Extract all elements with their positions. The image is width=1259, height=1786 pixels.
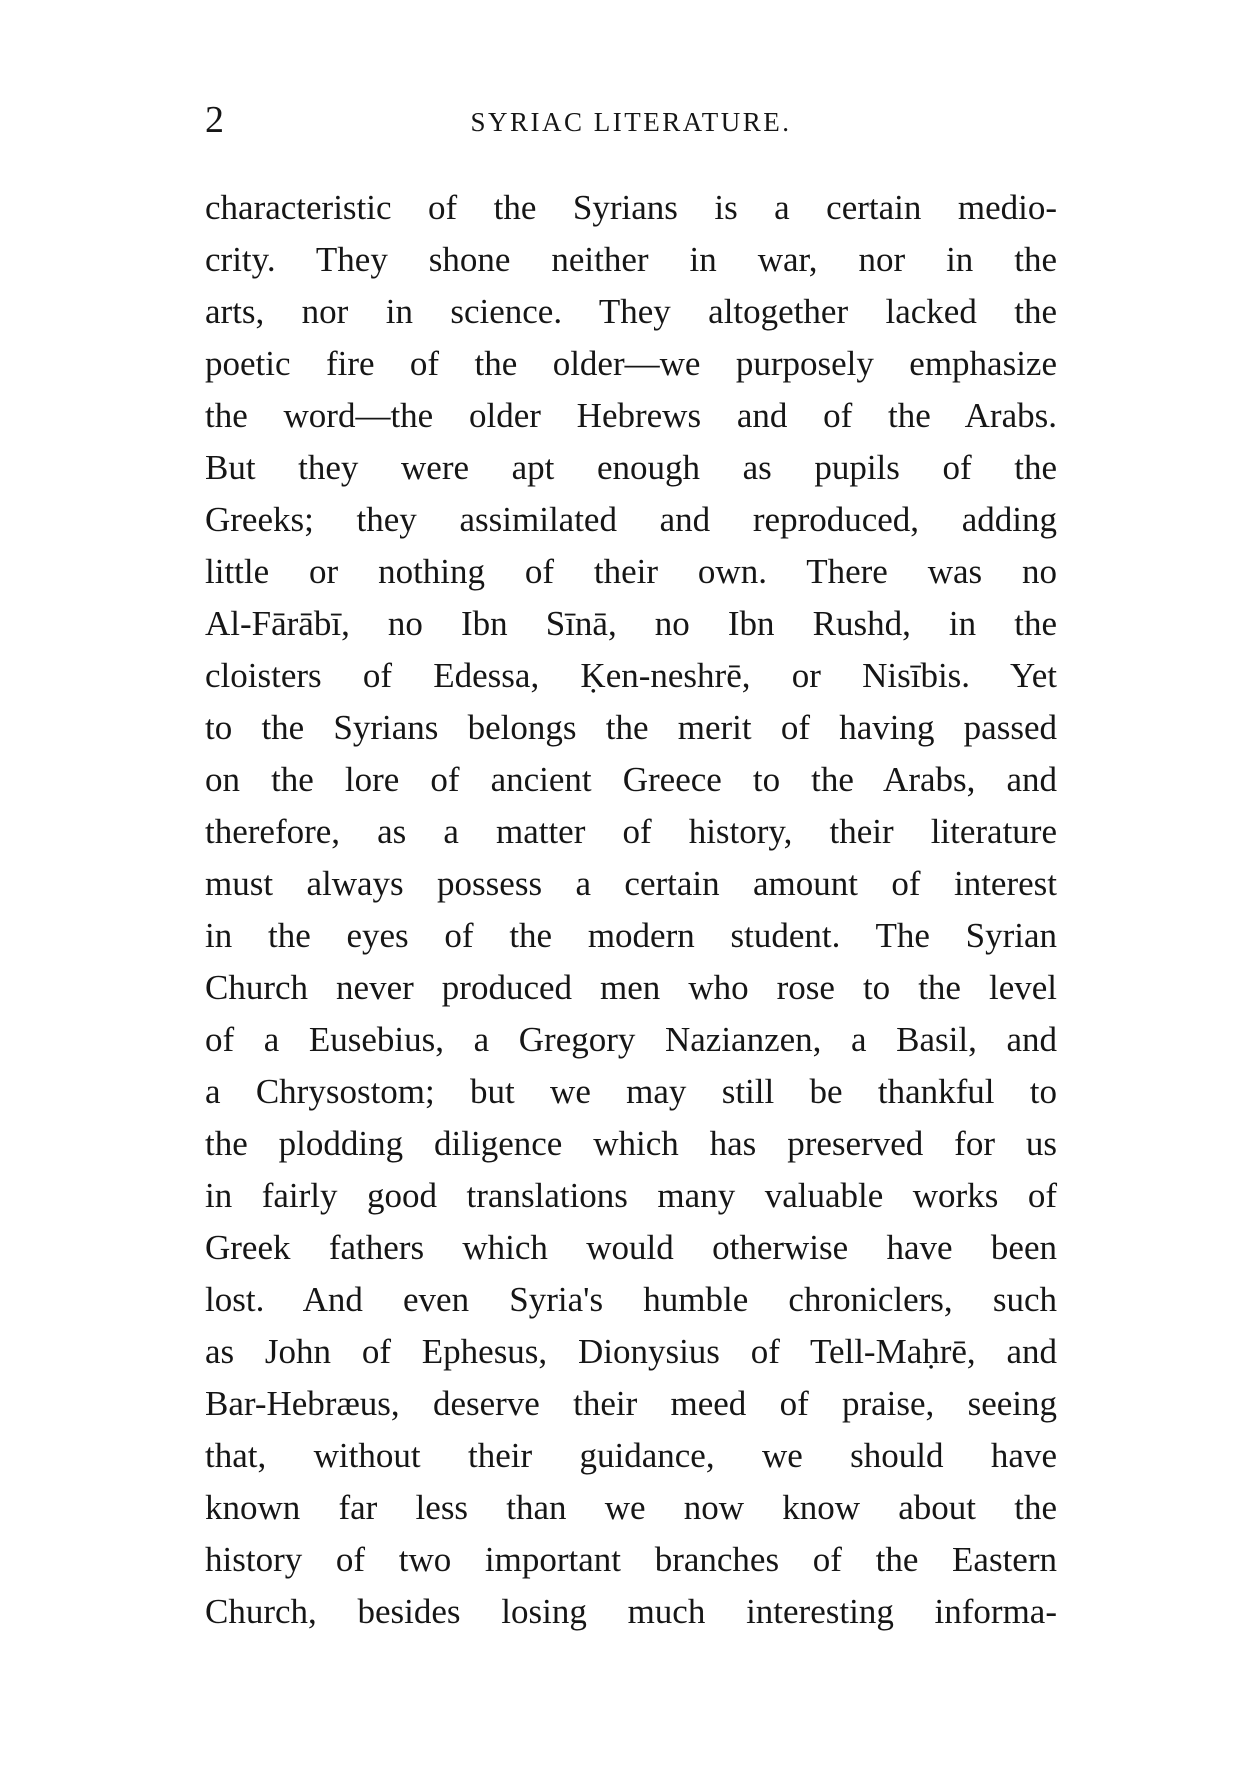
text-line: crity. They shone neither in war, nor in the (205, 240, 1057, 279)
text-line: characteristic of the Syrians is a certain medio- (205, 188, 1057, 227)
text-line: as John of Ephesus, Dionysius of Tell-Maḥrē, and (205, 1332, 1057, 1371)
page-header (205, 96, 1057, 144)
text-line: on the lore of ancient Greece to the Arabs, and (205, 760, 1057, 799)
text-line: in fairly good translations many valuable works of (205, 1176, 1057, 1215)
text-line: little or nothing of their own. There was no (205, 552, 1057, 591)
text-line: Al-Fārābī, no Ibn Sīnā, no Ibn Rushd, in the (205, 604, 1057, 643)
text-line: in the eyes of the modern student. The Syrian (205, 916, 1057, 955)
text-line: to the Syrians belongs the merit of having passed (205, 708, 1057, 747)
text-line: Bar-Hebræus, deserve their meed of praise, seeing (205, 1384, 1057, 1423)
running-head: SYRIAC LITERATURE. (470, 107, 792, 137)
text-line: a Chrysostom; but we may still be thankful to (205, 1072, 1057, 1111)
text-line: Church never produced men who rose to the level (205, 968, 1057, 1007)
text-line: cloisters of Edessa, Ḳen-neshrē, or Nisībis. Yet (205, 656, 1057, 695)
text-line: Greek fathers which would otherwise have been (205, 1228, 1057, 1267)
text-line: the word—the older Hebrews and of the Arabs. (205, 396, 1057, 435)
text-line: must always possess a certain amount of interest (205, 864, 1057, 903)
text-line: arts, nor in science. They altogether lacked the (205, 292, 1057, 331)
text-line: of a Eusebius, a Gregory Nazianzen, a Basil, and (205, 1020, 1057, 1059)
text-line: lost. And even Syria's humble chroniclers, such (205, 1280, 1057, 1319)
text-line: history of two important branches of the Eastern (205, 1540, 1057, 1579)
text-line: that, without their guidance, we should have (205, 1436, 1057, 1475)
text-line: Church, besides losing much interesting informa- (205, 1592, 1057, 1631)
page-number: 2 (205, 99, 224, 141)
text-line: Greeks; they assimilated and reproduced, adding (205, 500, 1057, 539)
text-line: the plodding diligence which has preserved for us (205, 1124, 1057, 1163)
body-text (205, 182, 1057, 1638)
text-line: known far less than we now know about the (205, 1488, 1057, 1527)
text-line: poetic fire of the older—we purposely emphasize (205, 344, 1057, 383)
text-line: But they were apt enough as pupils of the (205, 448, 1057, 487)
text-line: therefore, as a matter of history, their literature (205, 812, 1057, 851)
